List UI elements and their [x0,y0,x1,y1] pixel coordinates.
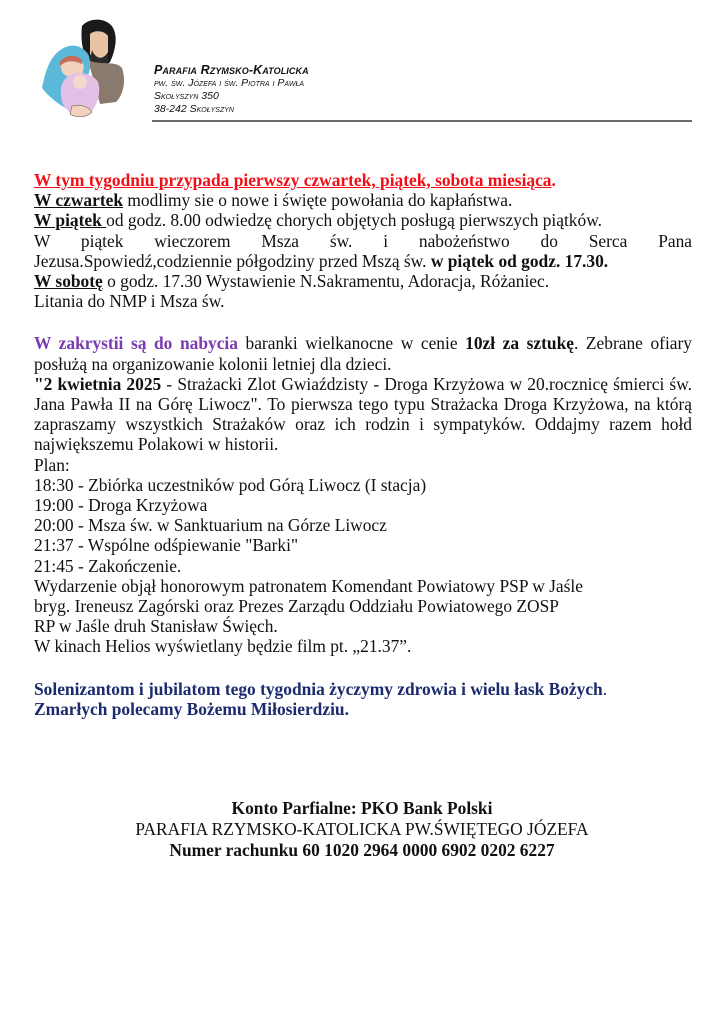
saturday-announcement [34,271,692,291]
parish-address-line1: Skołyszyn 350 [154,90,219,102]
header-divider [152,120,692,122]
parish-header [154,63,309,116]
event-text: - Strażacki Zlot Gwiaździsty - Droga Krzyżowa w 20.rocznicę śmierci św. Jana Pawła II na Górę Liwocz". To pierwsza tego typu Strażacka Droga Krzyżowa, na którą zapraszamy wszystkich Strażaków oraz ich rodzin i sympatyków. Oddajmy razem hołd największemu Polakowi w historii. [34,373,692,455]
patronage-line1: Wydarzenie objął honorowym patronatem Komendant Powiatowy PSP w Jaśle [34,575,583,596]
account-title: Konto Parfialne: PKO Bank Polski [231,798,493,818]
parish-name: Parafia Rzymsko-Katolicka [154,63,309,77]
parish-address-line2: 38-242 Skołyszyn [154,103,234,115]
plan-item: 19:00 - Droga Krzyżowa [34,495,208,516]
thursday-announcement [34,190,692,210]
saturday-text2: Litania do NMP i Msza św. [34,291,225,312]
wishes-text: Solenizantom i jubilatom tego tygodnia życzymy zdrowia i wielu łask Bożych [34,678,603,699]
sacristy-text: baranki wielkanocne w cenie [237,333,466,354]
sacristy-label: W zakrystii są do nabycia [34,333,238,354]
sacristy-announcement [34,333,692,373]
thursday-text: modlimy sie o nowe i święte powołania do kapłaństwa. [123,190,513,211]
friday-evening-line1: W piątek wieczorem Msza św. i nabożeństwo do Serca Pana [34,230,692,251]
account-number: Numer rachunku 60 1020 2964 0000 6902 0202 6227 [169,840,555,860]
wishes [34,679,692,699]
friday-text: od godz. 8.00 odwiedzę chorych objętych posługą pierwszych piątków. [106,210,602,231]
headline-period: . [551,170,556,190]
patronage-line3: RP w Jaśle druh Stanisław Święch. [34,616,278,637]
sacristy-price: 10zł za sztukę [465,333,574,354]
saturday-label: W sobotę [34,271,103,292]
plan-item: 21:37 - Wspólne odśpiewanie "Barki" [34,535,299,556]
friday-label: W piątek [34,210,107,231]
confession-text: Jezusa.Spowiedź,codziennie półgodziny przed Mszą św. [34,250,431,271]
saturday-text: o godz. 17.30 Wystawienie N.Sakramentu, Adoracja, Różaniec. [102,271,550,292]
event-date: "2 kwietnia 2025 [34,373,162,394]
event-announcement [34,374,692,455]
plan-item: 21:45 - Zakończenie. [34,555,182,576]
account-holder: PARAFIA RZYMSKO-KATOLICKA PW.ŚWIĘTEGO JÓZEFA [135,819,589,839]
parish-dedication: pw. św. Józefa i św. Piotra i Pawła [154,77,305,89]
headline-text: W tym tygodniu przypada pierwszy czwartek, piątek, sobota miesiąca [34,170,552,190]
headline [34,170,692,190]
plan-label: Plan: [34,454,70,475]
bank-account-info [0,798,724,861]
announcements-body [34,170,692,719]
sacristy-text2: . Zebrane ofiary posłużą na organizowanie kolonii letniej dla dzieci. [34,333,692,374]
wishes-period: . [602,678,608,699]
friday-announcement [34,210,692,230]
confession-friday-time: w piątek od godz. 17.30. [430,250,609,271]
deceased-prayer: Zmarłych polecamy Bożemu Miłosierdziu. [34,698,349,719]
holy-family-icon [30,14,130,124]
patronage-line2: bryg. Ireneusz Zagórski oraz Prezes Zarządu Oddziału Powiatowego ZOSP [34,596,559,617]
film-announcement: W kinach Helios wyświetlany będzie film pt. „21.37”. [34,636,412,657]
plan-item: 18:30 - Zbiórka uczestników pod Górą Liwocz (I stacja) [34,474,427,495]
plan-item: 20:00 - Msza św. w Sanktuarium na Górze Liwocz [34,515,387,536]
thursday-label: W czwartek [34,190,124,211]
friday-evening-line2 [34,251,692,271]
